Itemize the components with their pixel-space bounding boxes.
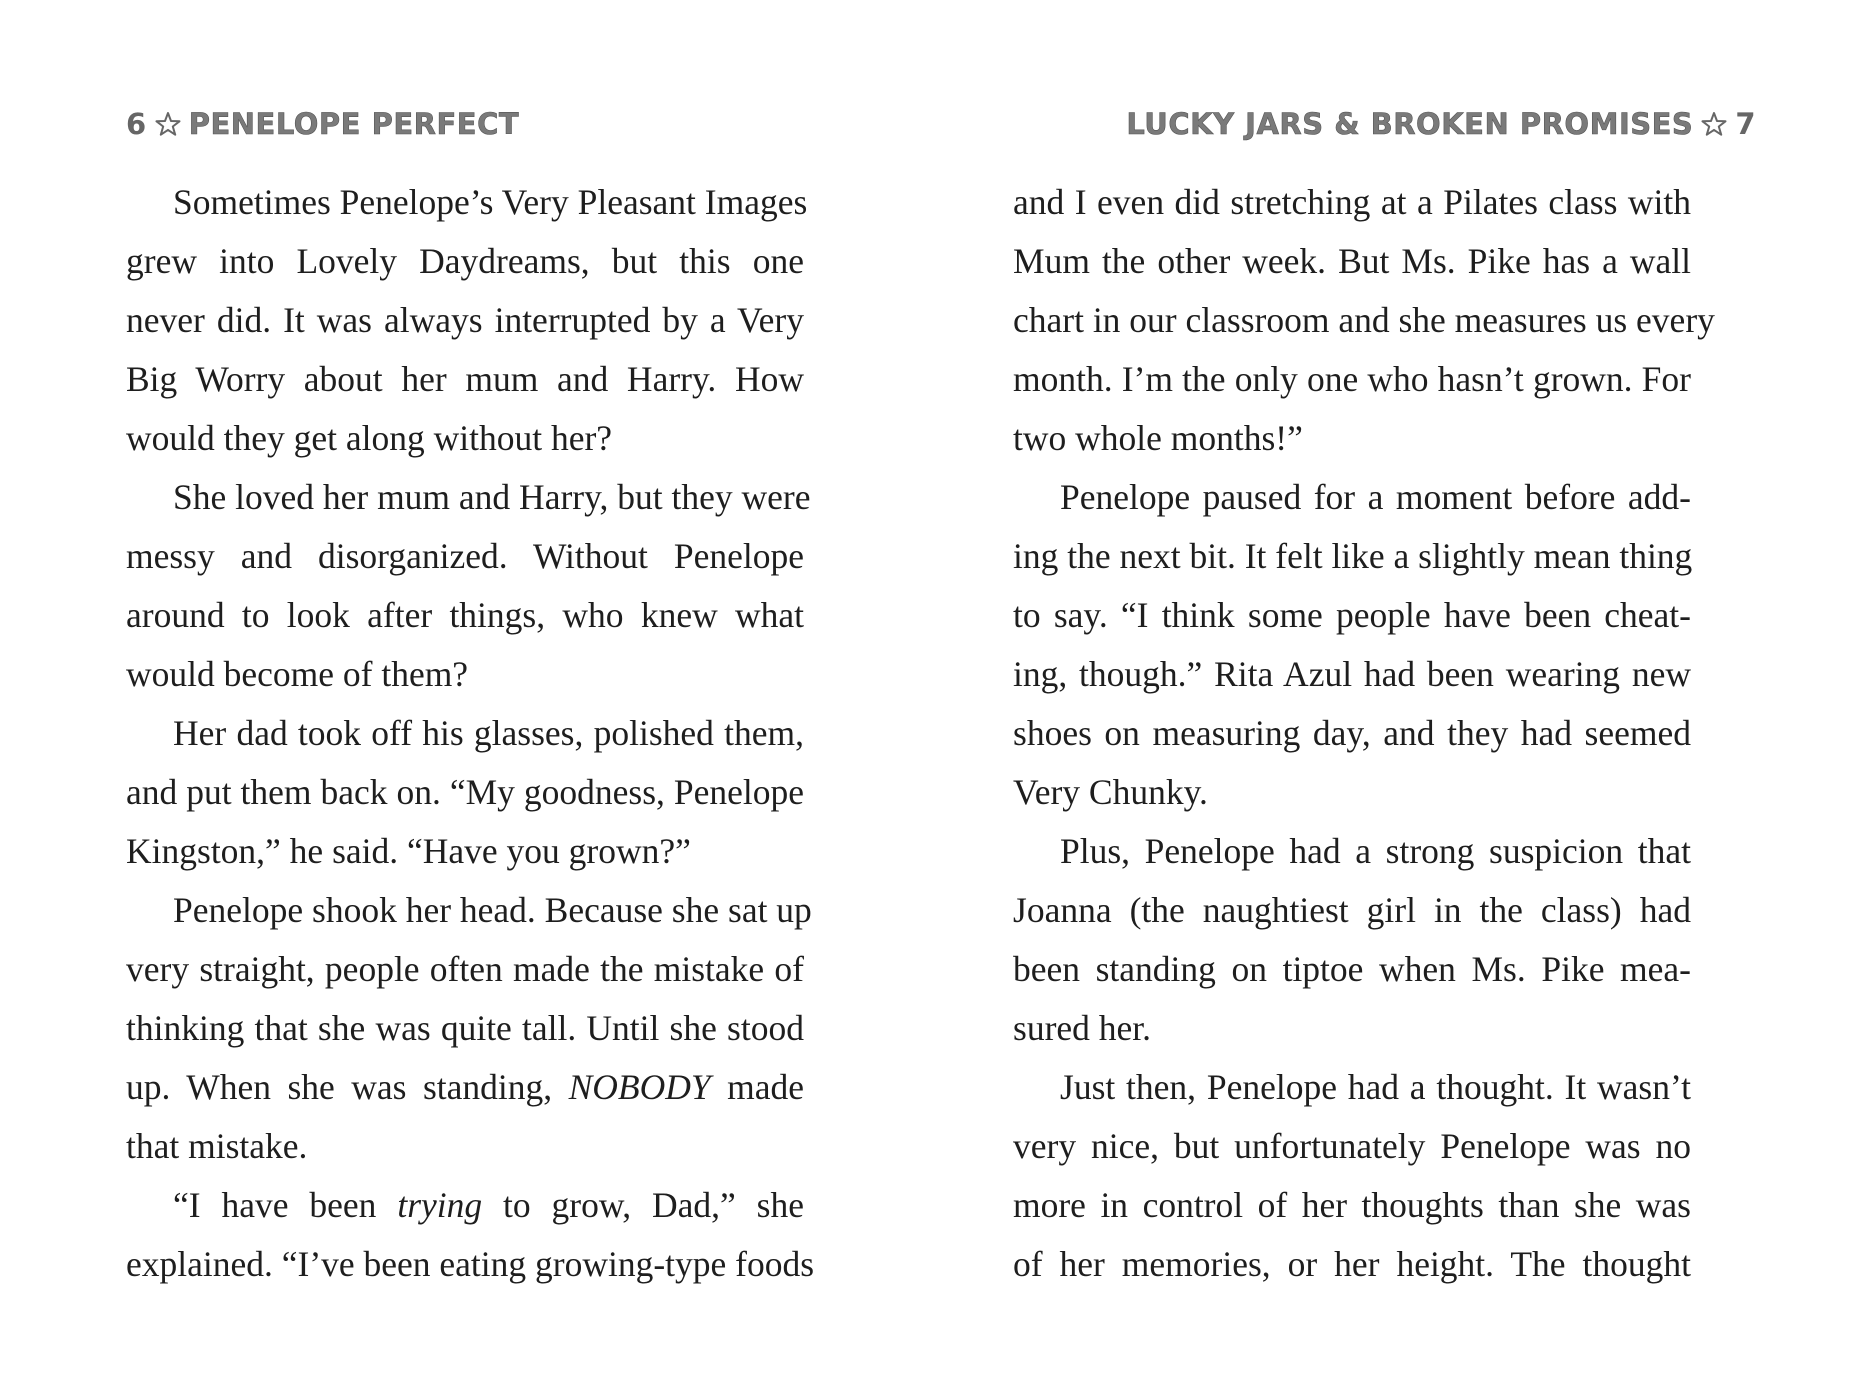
right-body-text [1013,173,1715,1294]
text-line: around to look after things, who knew what [126,595,804,635]
left-body-text [126,173,815,1294]
text-line: very nice, but unfortunately Penelope was no [1013,1126,1691,1166]
text-line: to say. “I think some people have been cheat- [1013,595,1691,635]
left-page-number: 6 [126,107,147,141]
text-line: very straight, people often made the mistake of [126,949,804,989]
text-line: Joanna (the naughtiest girl in the class) had [1013,890,1691,930]
text-line: ing the next bit. It felt like a slightly mean thing [1013,536,1693,576]
text-line: Very Chunky. [1013,772,1208,812]
right-running-head [1126,104,1756,144]
text-line [126,1058,804,1117]
text-line: Big Worry about her mum and Harry. How [126,359,804,399]
text-line: chart in our classroom and she measures us every [1013,300,1715,340]
right-page-number: 7 [1735,107,1756,141]
left-running-head [126,104,519,144]
text-line: been standing on tiptoe when Ms. Pike mea- [1013,949,1691,989]
text-fragment: to grow, Dad,” she [482,1185,804,1225]
text-line: and I even did stretching at a Pilates class with [1013,182,1691,222]
text-line: Penelope paused for a moment before add- [1060,477,1691,517]
text-line: more in control of her thoughts than she was [1013,1185,1691,1225]
text-line: messy and disorganized. Without Penelope [126,536,804,576]
text-line: Kingston,” he said. “Have you grown?” [126,831,691,871]
text-line: month. I’m the only one who hasn’t grown. For [1013,359,1691,399]
text-fragment: “I have been [173,1185,398,1225]
text-line: explained. “I’ve been eating growing-type foods [126,1244,815,1284]
text-line: thinking that she was quite tall. Until she stood [126,1008,804,1048]
left-book-title: PENELOPE PERFECT [188,107,520,141]
italic-word: trying [397,1185,483,1225]
text-line: She loved her mum and Harry, but they were [173,477,811,517]
text-line: would they get along without her? [126,418,613,458]
text-fragment: made [710,1067,804,1107]
text-line: would become of them? [126,654,469,694]
right-page [933,0,1866,1400]
star-outline-icon [1701,111,1727,137]
star-outline-icon [155,111,181,137]
italic-word: NOBODY [568,1067,711,1107]
text-line: Plus, Penelope had a strong suspicion that [1060,831,1691,871]
text-line: Mum the other week. But Ms. Pike has a wall [1013,241,1691,281]
text-line: two whole months!” [1013,418,1303,458]
text-line [126,1176,804,1235]
text-line: ing, though.” Rita Azul had been wearing new [1013,654,1691,694]
text-line: Sometimes Penelope’s Very Pleasant Images [173,182,808,222]
text-line: shoes on measuring day, and they had seemed [1013,713,1691,753]
text-fragment: up. When she was standing, [126,1067,569,1107]
text-line: never did. It was always interrupted by a Very [126,300,804,340]
text-line: Her dad took off his glasses, polished them, [173,713,804,753]
text-line: that mistake. [126,1126,308,1166]
text-line: Just then, Penelope had a thought. It wasn’t [1060,1067,1691,1107]
text-line: sured her. [1013,1008,1152,1048]
text-line: and put them back on. “My goodness, Penelope [126,772,804,812]
text-line: grew into Lovely Daydreams, but this one [126,241,804,281]
right-chapter-title: LUCKY JARS & BROKEN PROMISES [1126,107,1694,141]
text-line: Penelope shook her head. Because she sat up [173,890,812,930]
text-line: of her memories, or her height. The thought [1013,1244,1691,1284]
